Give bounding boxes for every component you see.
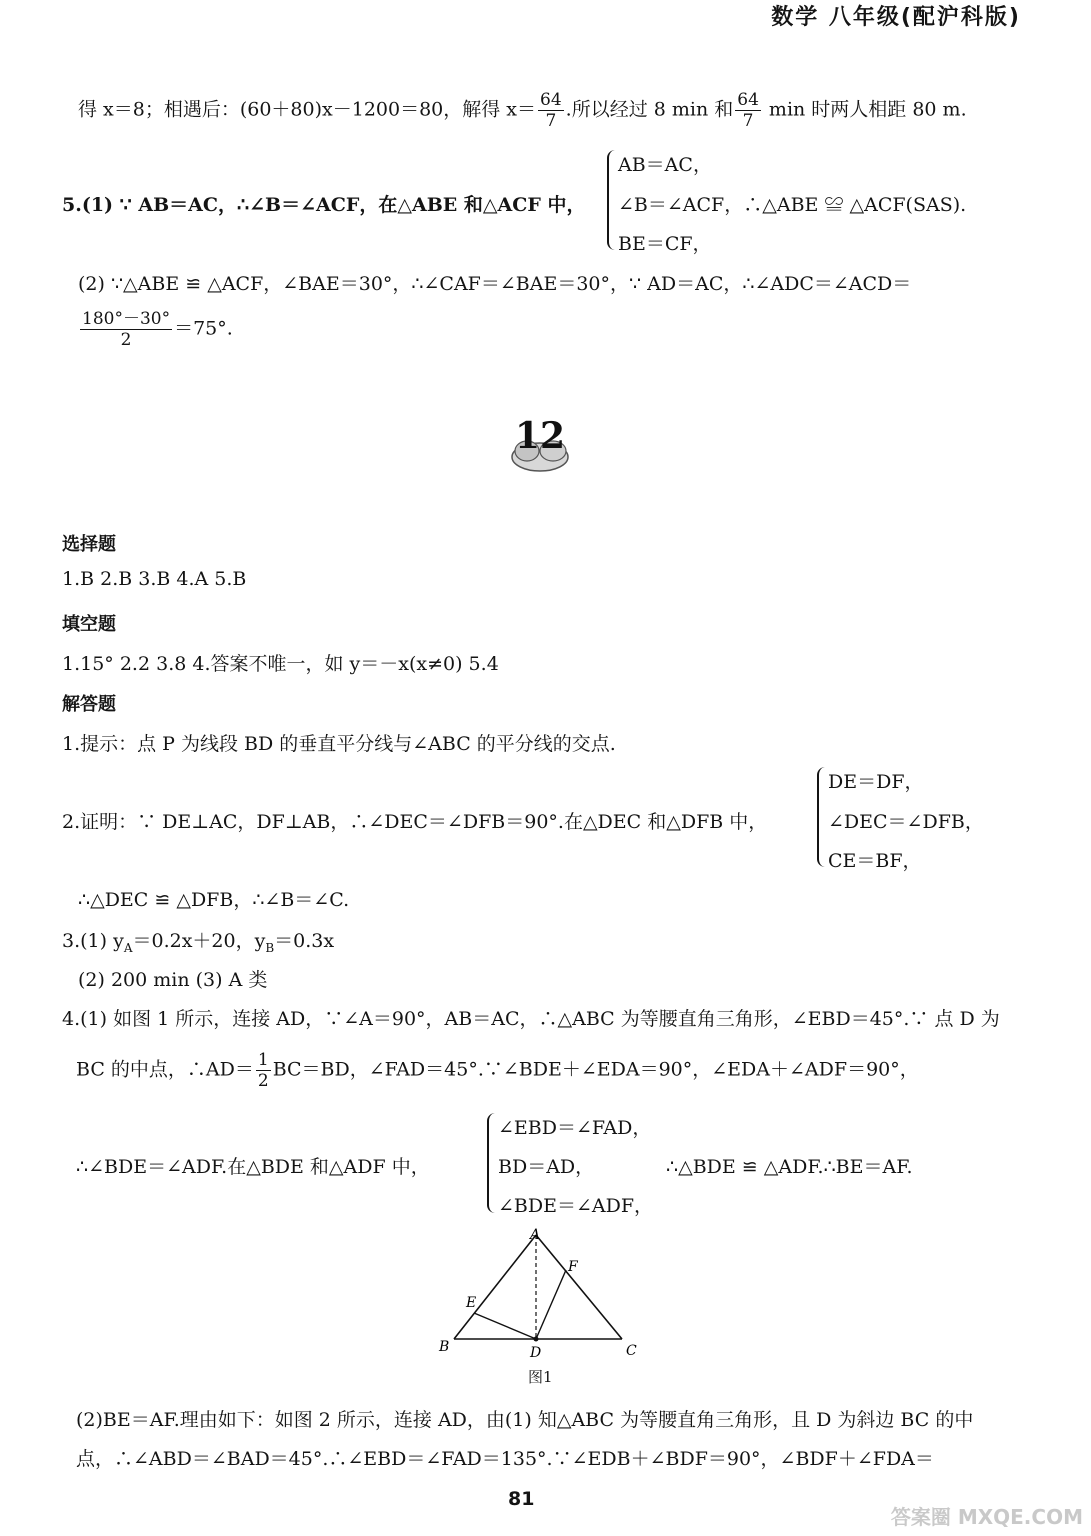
label-e: E xyxy=(466,1295,477,1311)
q5-result: ＝75°. xyxy=(174,317,233,340)
figure-caption: 图1 xyxy=(528,1368,553,1386)
solve-q4-line3a: ∴∠BDE＝∠ADF.在△BDE 和△ADF 中， xyxy=(76,1156,430,1178)
badge-number: 12 xyxy=(515,415,566,457)
frac-num: 1 xyxy=(257,1050,269,1070)
label-a: A xyxy=(530,1227,541,1243)
q5-part2-tail-line xyxy=(78,309,233,350)
q4-text: BC 的中点，∴AD＝ xyxy=(76,1058,254,1081)
solve-q4-line3b: ∴△BDE ≌ △ADF.∴BE＝AF. xyxy=(666,1156,913,1178)
top-text-b: .所以经过 8 min 和 xyxy=(565,98,734,121)
frac-num: 180°－30° xyxy=(82,309,171,329)
q3-text: ＝0.3x xyxy=(274,930,335,952)
frac-den: 7 xyxy=(742,111,754,131)
label-b: B xyxy=(439,1339,450,1355)
page-number: 81 xyxy=(508,1488,535,1510)
frac-num: 64 xyxy=(540,90,562,110)
choice-answers: 1.B 2.B 3.B 4.A 5.B xyxy=(62,568,247,590)
frac-den: 7 xyxy=(545,111,557,131)
q5-part1-lead: 5.(1) ∵ AB＝AC，∴∠B＝∠ACF，在△ABE 和△ACF 中， xyxy=(62,194,586,216)
q3-sub-a: A xyxy=(123,940,133,955)
label-f: F xyxy=(568,1259,578,1275)
side-ab xyxy=(454,1235,536,1339)
frac-den: 2 xyxy=(120,330,132,350)
solve-q3-part1 xyxy=(62,926,334,955)
fraction-64-7-b xyxy=(735,90,761,131)
frac-den: 2 xyxy=(257,1071,269,1091)
q4-text: BC＝BD，∠FAD＝45°.∵∠BDE＋∠EDA＝90°，∠EDA＋∠ADF＝90°， xyxy=(272,1058,919,1081)
q4-sys-line: BD＝AD， xyxy=(498,1156,595,1178)
q5-part2: (2) ∵△ABE ≌ △ACF，∠BAE＝30°，∴∠CAF＝∠BAE＝30°，∵ AD＝AC，∴∠ADC＝∠ACD＝ xyxy=(78,273,912,295)
fraction-180-30-over-2 xyxy=(80,309,172,350)
q5-sys-line: ∠B＝∠ACF，∴△ABE ≌ △ACF(SAS). xyxy=(618,194,967,216)
watermark-text: 答案圈 MXQE.COM xyxy=(890,1505,1083,1529)
solve-q4-part2-line2: 点，∴∠ABD＝∠BAD＝45°.∴∠EBD＝∠FAD＝135°.∵∠EDB＋∠BDF＝90°，∠BDF＋∠FDA＝ xyxy=(76,1448,934,1470)
segment-df xyxy=(536,1270,566,1339)
page-header: 数学 八年级(配沪科版) xyxy=(771,5,1021,30)
section-badge xyxy=(505,415,575,477)
solve-q2-lead: 2.证明：∵ DE⊥AC，DF⊥AB，∴∠DEC＝∠DFB＝90°.在△DEC 和△DFB 中， xyxy=(62,811,768,833)
top-text-c: min 时两人相距 80 m. xyxy=(762,98,967,121)
fill-answers: 1.15° 2.2 3.8 4.答案不唯一，如 y＝－x(x≠0) 5.4 xyxy=(62,653,499,675)
q3-text: 3.(1) y xyxy=(62,930,124,952)
q4-sys-line: ∠BDE＝∠ADF， xyxy=(498,1195,654,1217)
frac-num: 64 xyxy=(737,90,759,110)
solve-title: 解答题 xyxy=(62,694,116,715)
point-d xyxy=(534,1337,539,1342)
q5-sys-line: BE＝CF， xyxy=(618,233,712,255)
label-c: C xyxy=(626,1343,637,1359)
side-ac xyxy=(536,1235,622,1339)
q3-sub-b: B xyxy=(265,940,275,955)
solve-q1: 1.提示：点 P 为线段 BD 的垂直平分线与∠ABC 的平分线的交点. xyxy=(62,733,616,755)
fraction-64-7-a xyxy=(538,90,564,131)
solve-q2-end: ∴△DEC ≌ △DFB，∴∠B＝∠C. xyxy=(78,889,350,911)
figure-1 xyxy=(430,1225,650,1365)
top-line xyxy=(78,90,967,131)
solve-q4-line2 xyxy=(76,1050,919,1091)
solve-q4-part2-line1: (2)BE＝AF.理由如下：如图 2 所示，连接 AD，由(1) 知△ABC 为等腰直角三角形，且 D 为斜边 BC 的中 xyxy=(76,1409,974,1431)
solve-q3-part2: (2) 200 min (3) A 类 xyxy=(78,969,268,991)
watermark xyxy=(891,1501,1083,1530)
fraction-1-2 xyxy=(256,1050,271,1091)
choice-title: 选择题 xyxy=(62,534,116,555)
top-text-a: 得 x＝8；相遇后：(60＋80)x－1200＝80，解得 x＝ xyxy=(78,98,537,121)
q2-sys-line: CE＝BF， xyxy=(828,850,922,872)
q3-text: ＝0.2x＋20，y xyxy=(132,930,266,952)
q2-sys-line: ∠DEC＝∠DFB， xyxy=(828,811,984,833)
q2-sys-line: DE＝DF， xyxy=(828,771,924,793)
label-d: D xyxy=(530,1345,542,1361)
fill-title: 填空题 xyxy=(62,614,116,635)
segment-de xyxy=(474,1313,536,1339)
q5-sys-line: AB＝AC， xyxy=(618,154,712,176)
solve-q4-line1: 4.(1) 如图 1 所示，连接 AD，∵∠A＝90°，AB＝AC，∴△ABC 为等腰直角三角形，∠EBD＝45°.∵ 点 D 为 xyxy=(62,1008,1000,1030)
q4-sys-line: ∠EBD＝∠FAD， xyxy=(498,1117,652,1139)
